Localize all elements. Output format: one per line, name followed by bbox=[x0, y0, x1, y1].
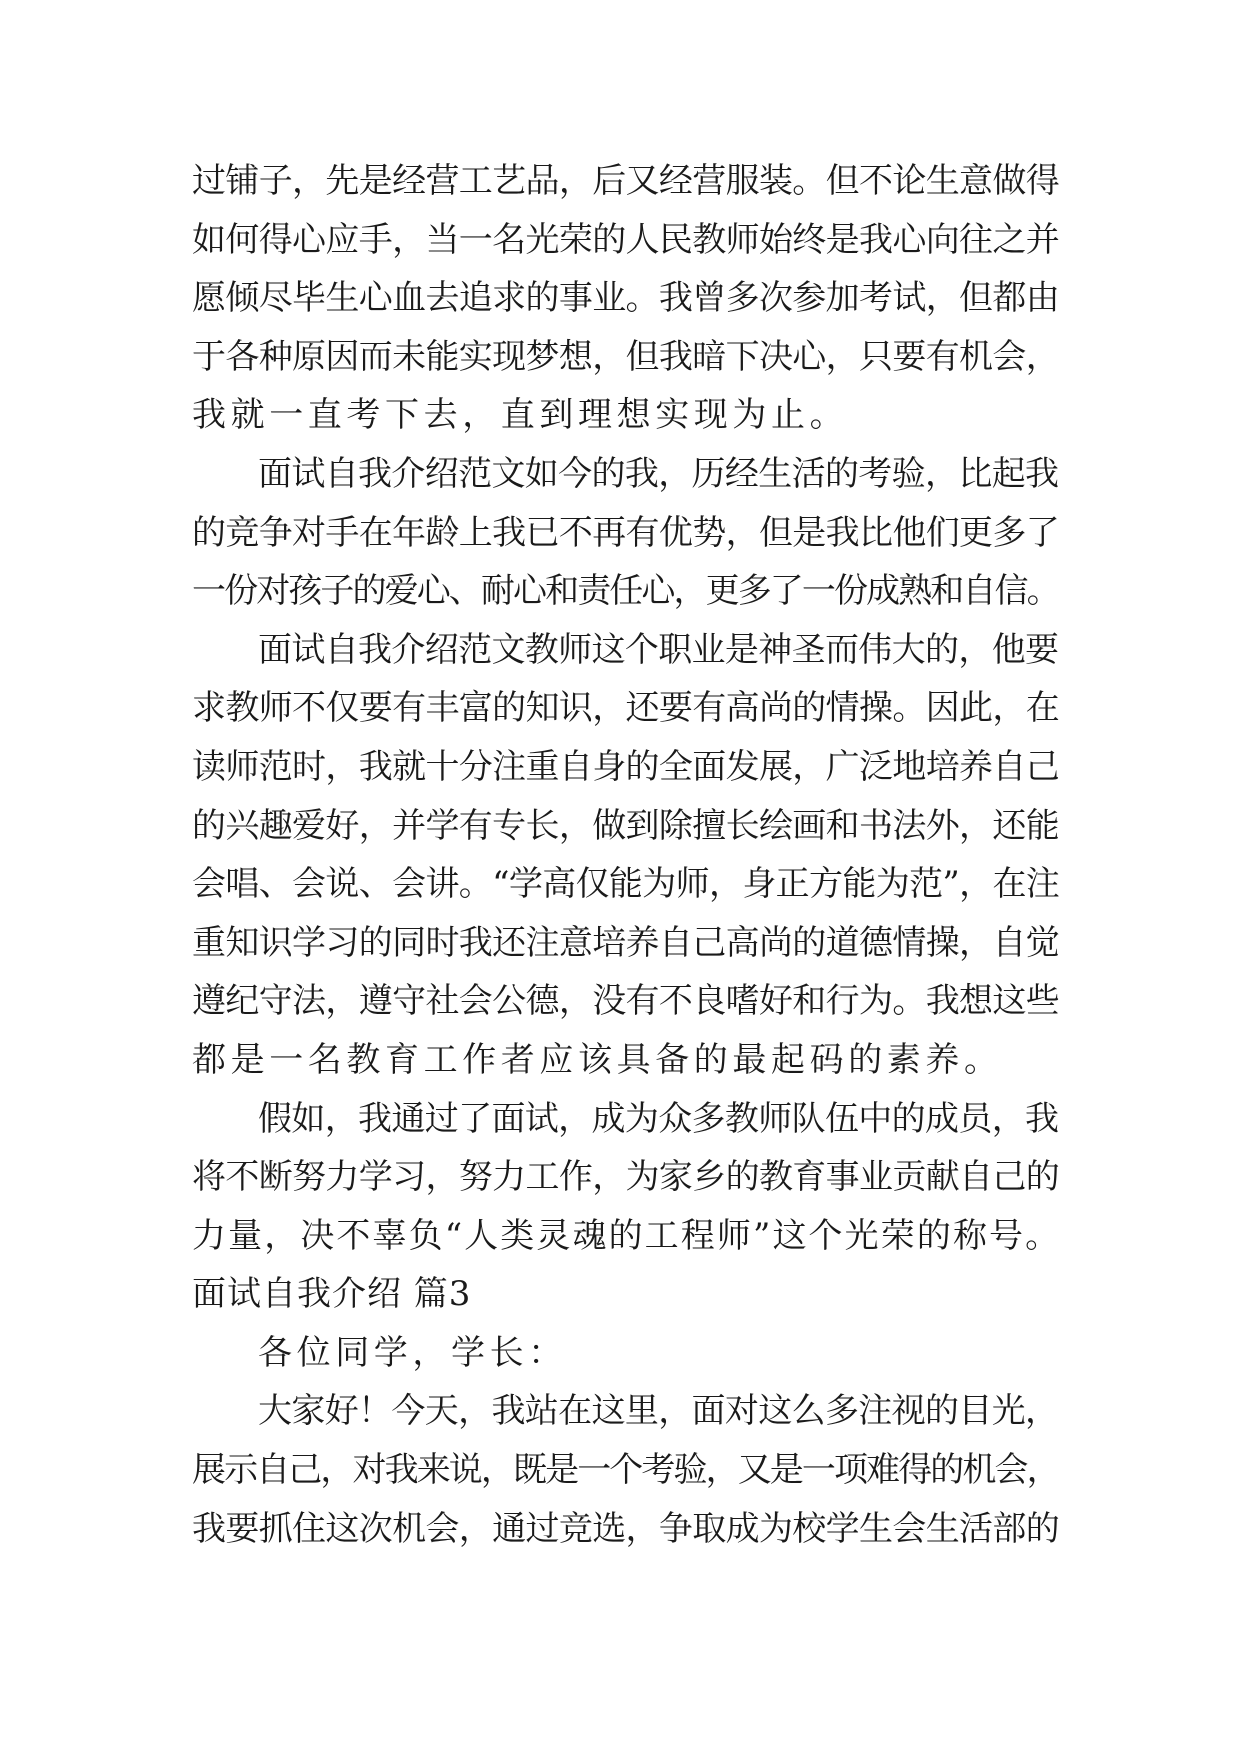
paragraph-first-line: 面试自我介绍范文如今的我，历经生活的考验，比起我 bbox=[258, 453, 1059, 494]
text-line: 我就一直考下去，直到理想实现为止。 bbox=[192, 395, 849, 436]
text-line: 的竞争对手在年龄上我已不再有优势，但是我比他们更多了 bbox=[192, 512, 1060, 553]
text-line: 一份对孩子的爱心、耐心和责任心，更多了一份成熟和自信。 bbox=[192, 571, 1059, 612]
text-line: 愿倾尽毕生心血去追求的事业。我曾多次参加考试，但都由 bbox=[192, 278, 1060, 319]
text-line: 力量，决不辜负“人类灵魂的工程师”这个光荣的称号。 bbox=[192, 1215, 1062, 1256]
text-line: 我要抓住这次机会，通过竞选，争取成为校学生会生活部的 bbox=[192, 1508, 1060, 1549]
paragraph-first-line: 大家好！今天，我站在这里，面对这么多注视的目光， bbox=[258, 1391, 1059, 1432]
text-line: 会唱、会说、会讲。“学高仅能为师，身正方能为范”，在注 bbox=[192, 864, 1060, 905]
salutation: 各位同学，学长： bbox=[258, 1332, 567, 1373]
text-line: 遵纪守法，遵守社会公德，没有不良嗜好和行为。我想这些 bbox=[192, 981, 1060, 1022]
paragraph-first-line: 面试自我介绍范文教师这个职业是神圣而伟大的，他要 bbox=[258, 629, 1059, 670]
text-line: 过铺子，先是经营工艺品，后又经营服装。但不论生意做得 bbox=[192, 161, 1060, 201]
document-body bbox=[192, 152, 1062, 1558]
text-line: 都是一名教育工作者应该具备的最起码的素养。 bbox=[192, 1039, 1003, 1080]
text-line: 将不断努力学习，努力工作，为家乡的教育事业贡献自己的 bbox=[192, 1157, 1060, 1198]
paragraph-first-line: 假如，我通过了面试，成为众多教师队伍中的成员，我 bbox=[258, 1098, 1059, 1139]
text-line: 重知识学习的同时我还注意培养自己高尚的道德情操，自觉 bbox=[192, 922, 1060, 963]
text-line: 读师范时，我就十分注重自身的全面发展，广泛地培养自己 bbox=[192, 746, 1060, 787]
section-heading: 面试自我介绍 篇3 bbox=[192, 1274, 472, 1315]
text-line: 展示自己，对我来说，既是一个考验，又是一项难得的机会， bbox=[192, 1450, 1059, 1491]
text-line: 的兴趣爱好，并学有专长，做到除擅长绘画和书法外，还能 bbox=[192, 805, 1060, 846]
text-line: 如何得心应手，当一名光荣的人民教师始终是我心向往之并 bbox=[192, 219, 1060, 260]
text-line: 求教师不仅要有丰富的知识，还要有高尚的情操。因此，在 bbox=[192, 688, 1060, 729]
text-line: 于各种原因而未能实现梦想，但我暗下决心，只要有机会， bbox=[192, 336, 1060, 377]
